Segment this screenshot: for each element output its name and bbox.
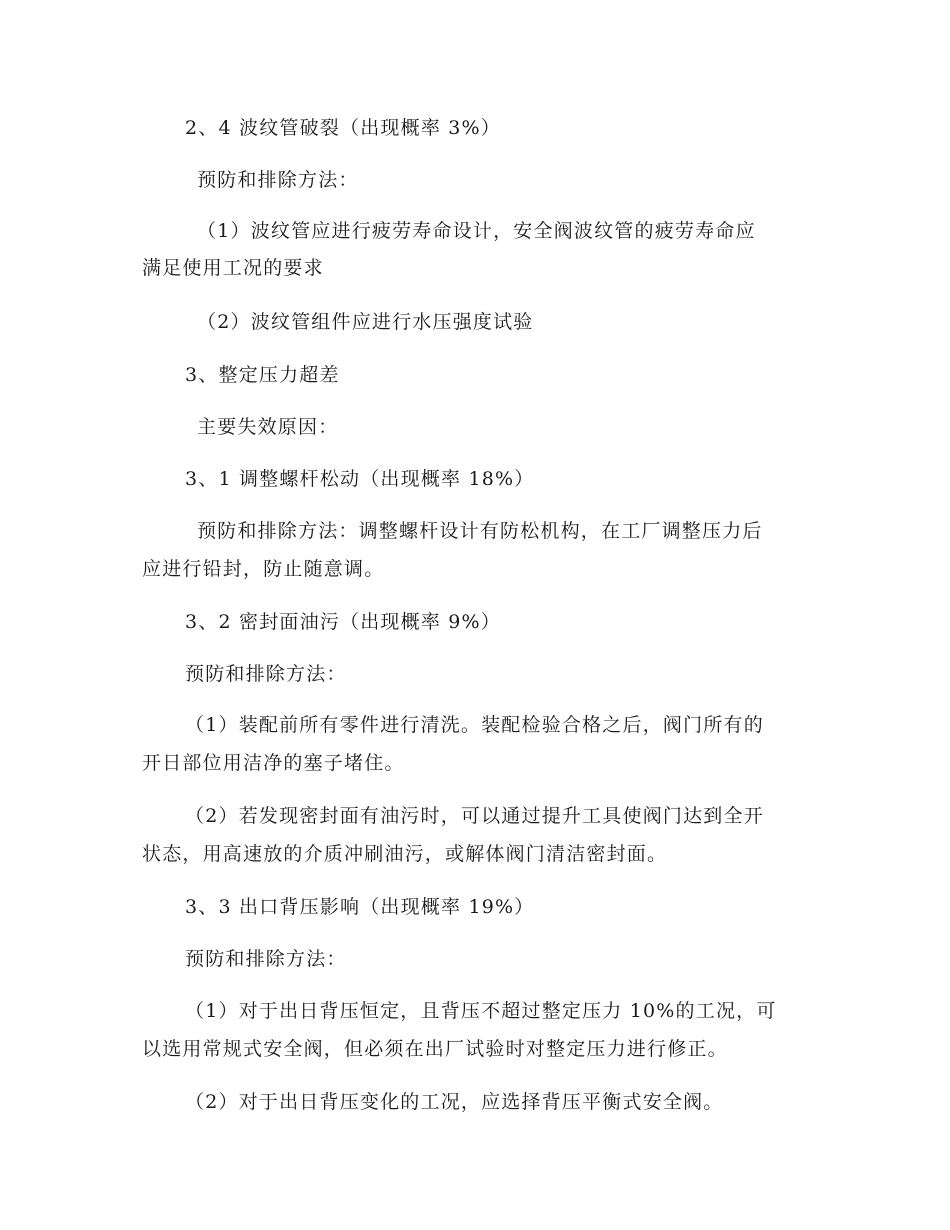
section-heading-3-3: 3、3 出口背压影响（出现概率 19%）: [185, 896, 535, 918]
section-heading-2-4: 2、4 波纹管破裂（出现概率 3%）: [185, 117, 501, 139]
paragraph-label: 预防和排除方法：: [197, 169, 359, 191]
paragraph-line: （2）波纹管组件应进行水压强度试验: [197, 311, 534, 333]
paragraph-line: （1）波纹管应进行疲劳寿命设计，安全阀波纹管的疲劳寿命应: [197, 220, 756, 242]
paragraph-line: 应进行铅封，防止随意调。: [142, 558, 385, 580]
paragraph-line: 满足使用工况的要求: [142, 257, 324, 279]
paragraph-line: （1）对于出日背压恒定，且背压不超过整定压力 10%的工况，可: [185, 1000, 777, 1022]
section-heading-3: 3、整定压力超差: [185, 364, 340, 386]
paragraph-label: 预防和排除方法：: [185, 663, 347, 685]
paragraph-label: 主要失效原因：: [197, 416, 339, 438]
paragraph-line: （2）若发现密封面有油污时，可以通过提升工具使阀门达到全开: [185, 805, 764, 827]
section-heading-3-2: 3、2 密封面油污（出现概率 9%）: [185, 611, 501, 633]
paragraph-line: 预防和排除方法：调整螺杆设计有防松机构，在工厂调整压力后: [197, 520, 763, 542]
paragraph-label: 预防和排除方法：: [185, 948, 347, 970]
paragraph-line: 状态，用高速放的介质冲刷油污，或解体阀门清洁密封面。: [142, 843, 668, 865]
section-heading-3-1: 3、1 调整螺杆松动（出现概率 18%）: [185, 468, 535, 490]
paragraph-line: （1）装配前所有零件进行清洗。装配检验合格之后，阀门所有的: [185, 714, 764, 736]
paragraph-line: 开日部位用洁净的塞子堵住。: [142, 752, 405, 774]
paragraph-line: 以选用常规式安全阀，但必须在出厂试验时对整定压力进行修正。: [142, 1038, 728, 1060]
paragraph-line: （2）对于出日背压变化的工况，应选择背压平衡式安全阀。: [185, 1091, 724, 1113]
